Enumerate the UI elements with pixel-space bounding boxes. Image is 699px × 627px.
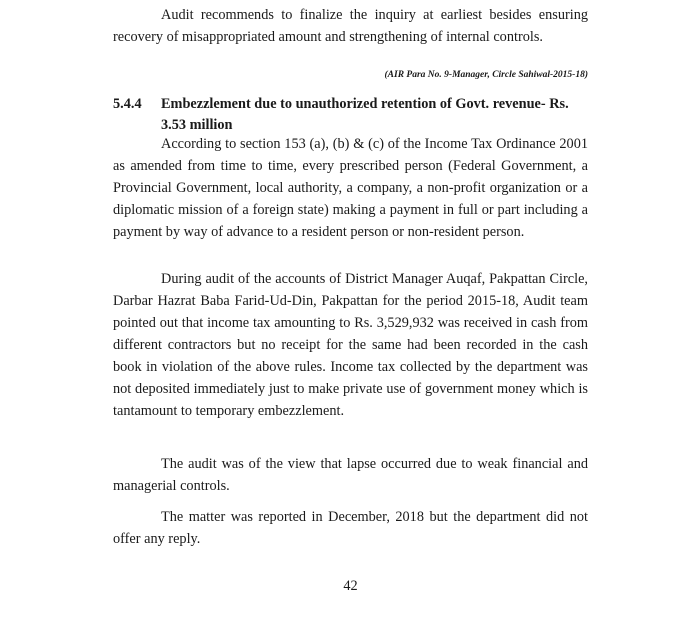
section-number: 5.4.4 (113, 96, 142, 112)
air-para-reference: (AIR Para No. 9-Manager, Circle Sahiwal-2015-18) (384, 70, 588, 80)
page-number: 42 (343, 578, 358, 594)
finding-paragraph: During audit of the accounts of District Manager Auqaf, Pakpattan Circle, Darbar Hazrat Baba Farid-Ud-Din, Pakpattan for the period 2015-18, Audit team pointed out that income tax amounting to Rs. 3,529,932 was received in cash from different contractors but no receipt for the same had been recorded in the cash book in violation of the above rules. Income tax collected by the department was not deposited immediately just to make private use of government money which is tantamount to temporary embezzlement. (113, 271, 588, 419)
section-title: Embezzlement due to unauthorized retention of Govt. revenue- Rs. 3.53 million (161, 96, 569, 133)
section-heading (113, 94, 588, 136)
audit-view-paragraph: The audit was of the view that lapse occurred due to weak financial and managerial controls. (113, 456, 588, 494)
intro-paragraph: Audit recommends to finalize the inquiry at earliest besides ensuring recovery of misappropriated amount and strengthening of internal controls. (113, 7, 588, 45)
reply-paragraph: The matter was reported in December, 2018 but the department did not offer any reply. (113, 509, 588, 547)
law-paragraph: According to section 153 (a), (b) & (c) of the Income Tax Ordinance 2001 as amended from time to time, every prescribed person (Federal Government, a Provincial Government, local authority, a company, a non-profit organization or a diplomatic mission of a foreign state) making a payment in full or part including a payment by way of advance to a resident person or non-resident person. (113, 136, 588, 240)
